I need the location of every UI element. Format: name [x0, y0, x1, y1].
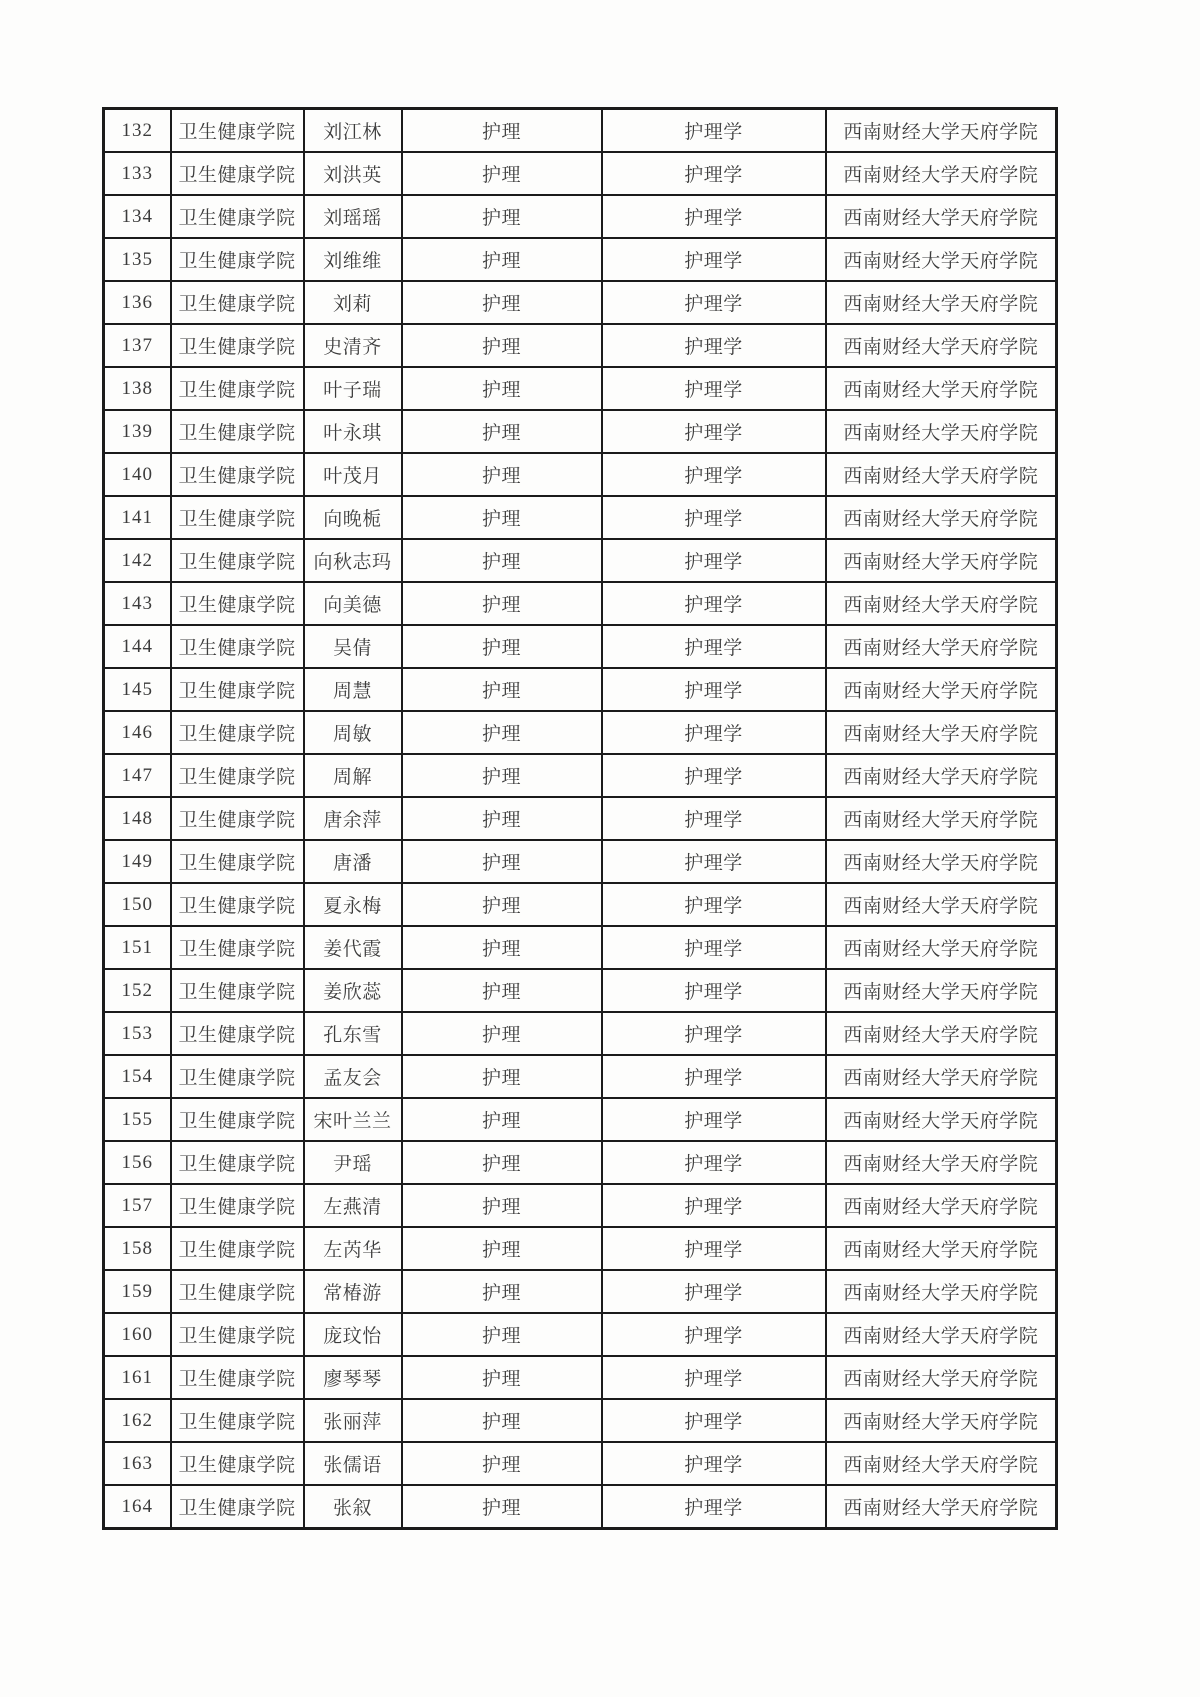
table-row	[104, 711, 1057, 754]
cell-major: 护理	[402, 152, 602, 195]
table-row	[104, 1485, 1057, 1529]
cell-discipline: 护理学	[602, 1485, 826, 1529]
cell-university: 西南财经大学天府学院	[826, 1399, 1057, 1442]
cell-name: 周慧	[304, 668, 402, 711]
table-row	[104, 324, 1057, 367]
cell-serial: 158	[104, 1227, 171, 1270]
cell-major: 护理	[402, 109, 602, 153]
cell-college: 卫生健康学院	[171, 1399, 304, 1442]
cell-college: 卫生健康学院	[171, 969, 304, 1012]
cell-name: 叶永琪	[304, 410, 402, 453]
cell-name: 张丽萍	[304, 1399, 402, 1442]
cell-university: 西南财经大学天府学院	[826, 195, 1057, 238]
cell-serial: 135	[104, 238, 171, 281]
cell-discipline: 护理学	[602, 1356, 826, 1399]
cell-name: 叶子瑞	[304, 367, 402, 410]
cell-discipline: 护理学	[602, 195, 826, 238]
cell-serial: 143	[104, 582, 171, 625]
cell-university: 西南财经大学天府学院	[826, 1055, 1057, 1098]
table-row	[104, 1356, 1057, 1399]
cell-university: 西南财经大学天府学院	[826, 1356, 1057, 1399]
cell-name: 孔东雪	[304, 1012, 402, 1055]
cell-university: 西南财经大学天府学院	[826, 1141, 1057, 1184]
cell-college: 卫生健康学院	[171, 1227, 304, 1270]
cell-college: 卫生健康学院	[171, 1055, 304, 1098]
table-row	[104, 883, 1057, 926]
cell-name: 夏永梅	[304, 883, 402, 926]
cell-serial: 154	[104, 1055, 171, 1098]
cell-university: 西南财经大学天府学院	[826, 453, 1057, 496]
cell-college: 卫生健康学院	[171, 195, 304, 238]
cell-serial: 157	[104, 1184, 171, 1227]
table-row	[104, 539, 1057, 582]
cell-college: 卫生健康学院	[171, 1356, 304, 1399]
cell-major: 护理	[402, 582, 602, 625]
cell-major: 护理	[402, 1055, 602, 1098]
cell-major: 护理	[402, 1270, 602, 1313]
cell-name: 孟友会	[304, 1055, 402, 1098]
cell-serial: 136	[104, 281, 171, 324]
cell-serial: 141	[104, 496, 171, 539]
cell-university: 西南财经大学天府学院	[826, 668, 1057, 711]
table-row	[104, 668, 1057, 711]
cell-university: 西南财经大学天府学院	[826, 797, 1057, 840]
cell-name: 廖琴琴	[304, 1356, 402, 1399]
cell-name: 向美德	[304, 582, 402, 625]
cell-college: 卫生健康学院	[171, 453, 304, 496]
cell-major: 护理	[402, 1313, 602, 1356]
cell-major: 护理	[402, 1184, 602, 1227]
cell-name: 吴倩	[304, 625, 402, 668]
cell-major: 护理	[402, 969, 602, 1012]
cell-discipline: 护理学	[602, 625, 826, 668]
cell-serial: 156	[104, 1141, 171, 1184]
cell-college: 卫生健康学院	[171, 324, 304, 367]
cell-college: 卫生健康学院	[171, 1098, 304, 1141]
table-row	[104, 1098, 1057, 1141]
cell-college: 卫生健康学院	[171, 539, 304, 582]
cell-college: 卫生健康学院	[171, 797, 304, 840]
cell-discipline: 护理学	[602, 969, 826, 1012]
cell-major: 护理	[402, 238, 602, 281]
table-row	[104, 969, 1057, 1012]
cell-university: 西南财经大学天府学院	[826, 625, 1057, 668]
cell-discipline: 护理学	[602, 668, 826, 711]
cell-serial: 140	[104, 453, 171, 496]
cell-university: 西南财经大学天府学院	[826, 840, 1057, 883]
cell-college: 卫生健康学院	[171, 238, 304, 281]
cell-name: 左芮华	[304, 1227, 402, 1270]
cell-college: 卫生健康学院	[171, 109, 304, 153]
cell-name: 常椿游	[304, 1270, 402, 1313]
cell-college: 卫生健康学院	[171, 754, 304, 797]
table-row	[104, 238, 1057, 281]
cell-university: 西南财经大学天府学院	[826, 1442, 1057, 1485]
table-row	[104, 195, 1057, 238]
cell-university: 西南财经大学天府学院	[826, 1098, 1057, 1141]
cell-serial: 134	[104, 195, 171, 238]
cell-university: 西南财经大学天府学院	[826, 238, 1057, 281]
cell-name: 叶茂月	[304, 453, 402, 496]
cell-major: 护理	[402, 797, 602, 840]
cell-major: 护理	[402, 1356, 602, 1399]
cell-name: 周解	[304, 754, 402, 797]
cell-university: 西南财经大学天府学院	[826, 1184, 1057, 1227]
cell-college: 卫生健康学院	[171, 625, 304, 668]
cell-discipline: 护理学	[602, 582, 826, 625]
cell-serial: 151	[104, 926, 171, 969]
cell-university: 西南财经大学天府学院	[826, 969, 1057, 1012]
cell-name: 唐余萍	[304, 797, 402, 840]
table-row	[104, 1270, 1057, 1313]
cell-serial: 148	[104, 797, 171, 840]
table-row	[104, 410, 1057, 453]
cell-discipline: 护理学	[602, 152, 826, 195]
cell-serial: 159	[104, 1270, 171, 1313]
cell-discipline: 护理学	[602, 453, 826, 496]
cell-discipline: 护理学	[602, 1012, 826, 1055]
cell-discipline: 护理学	[602, 410, 826, 453]
cell-name: 向晚栀	[304, 496, 402, 539]
cell-name: 尹瑶	[304, 1141, 402, 1184]
cell-serial: 133	[104, 152, 171, 195]
cell-university: 西南财经大学天府学院	[826, 1270, 1057, 1313]
table-row	[104, 1442, 1057, 1485]
cell-college: 卫生健康学院	[171, 582, 304, 625]
table-row	[104, 926, 1057, 969]
cell-university: 西南财经大学天府学院	[826, 1313, 1057, 1356]
cell-major: 护理	[402, 1442, 602, 1485]
cell-college: 卫生健康学院	[171, 840, 304, 883]
cell-college: 卫生健康学院	[171, 281, 304, 324]
table-row	[104, 496, 1057, 539]
cell-discipline: 护理学	[602, 324, 826, 367]
cell-discipline: 护理学	[602, 1313, 826, 1356]
cell-serial: 132	[104, 109, 171, 153]
table-row	[104, 1184, 1057, 1227]
cell-university: 西南财经大学天府学院	[826, 926, 1057, 969]
table-row	[104, 840, 1057, 883]
cell-college: 卫生健康学院	[171, 668, 304, 711]
cell-university: 西南财经大学天府学院	[826, 1012, 1057, 1055]
cell-major: 护理	[402, 668, 602, 711]
cell-university: 西南财经大学天府学院	[826, 754, 1057, 797]
cell-serial: 147	[104, 754, 171, 797]
cell-name: 左燕清	[304, 1184, 402, 1227]
cell-name: 刘莉	[304, 281, 402, 324]
cell-university: 西南财经大学天府学院	[826, 1227, 1057, 1270]
cell-discipline: 护理学	[602, 754, 826, 797]
cell-discipline: 护理学	[602, 840, 826, 883]
cell-serial: 163	[104, 1442, 171, 1485]
table-row	[104, 1055, 1057, 1098]
cell-major: 护理	[402, 367, 602, 410]
table-row	[104, 1399, 1057, 1442]
table-row	[104, 582, 1057, 625]
cell-college: 卫生健康学院	[171, 1313, 304, 1356]
cell-college: 卫生健康学院	[171, 367, 304, 410]
cell-university: 西南财经大学天府学院	[826, 1485, 1057, 1529]
cell-major: 护理	[402, 1098, 602, 1141]
cell-name: 史清齐	[304, 324, 402, 367]
cell-college: 卫生健康学院	[171, 1270, 304, 1313]
roster-table-body	[104, 109, 1057, 1529]
table-row	[104, 1141, 1057, 1184]
cell-major: 护理	[402, 883, 602, 926]
cell-university: 西南财经大学天府学院	[826, 410, 1057, 453]
cell-major: 护理	[402, 410, 602, 453]
cell-major: 护理	[402, 926, 602, 969]
cell-college: 卫生健康学院	[171, 1485, 304, 1529]
cell-major: 护理	[402, 754, 602, 797]
cell-name: 刘瑶瑶	[304, 195, 402, 238]
cell-discipline: 护理学	[602, 1399, 826, 1442]
cell-discipline: 护理学	[602, 1098, 826, 1141]
cell-major: 护理	[402, 1012, 602, 1055]
roster-table	[102, 107, 1058, 1530]
cell-serial: 144	[104, 625, 171, 668]
cell-major: 护理	[402, 453, 602, 496]
cell-discipline: 护理学	[602, 926, 826, 969]
cell-college: 卫生健康学院	[171, 152, 304, 195]
cell-major: 护理	[402, 1485, 602, 1529]
table-row	[104, 625, 1057, 668]
cell-university: 西南财经大学天府学院	[826, 281, 1057, 324]
cell-serial: 152	[104, 969, 171, 1012]
cell-serial: 155	[104, 1098, 171, 1141]
cell-college: 卫生健康学院	[171, 1442, 304, 1485]
cell-discipline: 护理学	[602, 1055, 826, 1098]
cell-college: 卫生健康学院	[171, 1141, 304, 1184]
cell-discipline: 护理学	[602, 367, 826, 410]
cell-name: 刘维维	[304, 238, 402, 281]
cell-major: 护理	[402, 840, 602, 883]
cell-university: 西南财经大学天府学院	[826, 496, 1057, 539]
cell-discipline: 护理学	[602, 1442, 826, 1485]
cell-serial: 161	[104, 1356, 171, 1399]
cell-name: 唐潘	[304, 840, 402, 883]
cell-serial: 160	[104, 1313, 171, 1356]
cell-serial: 139	[104, 410, 171, 453]
cell-major: 护理	[402, 1141, 602, 1184]
cell-discipline: 护理学	[602, 539, 826, 582]
table-row	[104, 281, 1057, 324]
cell-college: 卫生健康学院	[171, 883, 304, 926]
table-row	[104, 152, 1057, 195]
table-row	[104, 797, 1057, 840]
cell-college: 卫生健康学院	[171, 1012, 304, 1055]
cell-discipline: 护理学	[602, 1141, 826, 1184]
cell-college: 卫生健康学院	[171, 926, 304, 969]
cell-discipline: 护理学	[602, 711, 826, 754]
cell-discipline: 护理学	[602, 1227, 826, 1270]
cell-serial: 145	[104, 668, 171, 711]
table-row	[104, 1313, 1057, 1356]
cell-university: 西南财经大学天府学院	[826, 539, 1057, 582]
cell-serial: 149	[104, 840, 171, 883]
cell-major: 护理	[402, 711, 602, 754]
cell-serial: 150	[104, 883, 171, 926]
cell-discipline: 护理学	[602, 281, 826, 324]
cell-discipline: 护理学	[602, 1270, 826, 1313]
cell-college: 卫生健康学院	[171, 496, 304, 539]
cell-university: 西南财经大学天府学院	[826, 324, 1057, 367]
cell-name: 刘洪英	[304, 152, 402, 195]
cell-name: 姜欣蕊	[304, 969, 402, 1012]
cell-name: 张儒语	[304, 1442, 402, 1485]
cell-name: 姜代霞	[304, 926, 402, 969]
cell-discipline: 护理学	[602, 496, 826, 539]
cell-college: 卫生健康学院	[171, 711, 304, 754]
cell-name: 周敏	[304, 711, 402, 754]
cell-university: 西南财经大学天府学院	[826, 109, 1057, 153]
table-row	[104, 754, 1057, 797]
cell-name: 刘江林	[304, 109, 402, 153]
table-row	[104, 1227, 1057, 1270]
cell-major: 护理	[402, 496, 602, 539]
cell-college: 卫生健康学院	[171, 1184, 304, 1227]
cell-college: 卫生健康学院	[171, 410, 304, 453]
cell-name: 庞玟怡	[304, 1313, 402, 1356]
cell-serial: 153	[104, 1012, 171, 1055]
cell-major: 护理	[402, 625, 602, 668]
cell-discipline: 护理学	[602, 797, 826, 840]
cell-serial: 138	[104, 367, 171, 410]
cell-university: 西南财经大学天府学院	[826, 711, 1057, 754]
cell-serial: 142	[104, 539, 171, 582]
table-row	[104, 109, 1057, 153]
cell-serial: 146	[104, 711, 171, 754]
cell-major: 护理	[402, 1227, 602, 1270]
cell-major: 护理	[402, 324, 602, 367]
cell-discipline: 护理学	[602, 238, 826, 281]
cell-discipline: 护理学	[602, 883, 826, 926]
cell-university: 西南财经大学天府学院	[826, 883, 1057, 926]
cell-serial: 162	[104, 1399, 171, 1442]
cell-name: 向秋志玛	[304, 539, 402, 582]
table-row	[104, 1012, 1057, 1055]
cell-name: 张叙	[304, 1485, 402, 1529]
table-row	[104, 453, 1057, 496]
cell-major: 护理	[402, 281, 602, 324]
cell-serial: 137	[104, 324, 171, 367]
cell-major: 护理	[402, 195, 602, 238]
cell-name: 宋叶兰兰	[304, 1098, 402, 1141]
cell-serial: 164	[104, 1485, 171, 1529]
cell-major: 护理	[402, 539, 602, 582]
cell-university: 西南财经大学天府学院	[826, 367, 1057, 410]
cell-discipline: 护理学	[602, 1184, 826, 1227]
cell-university: 西南财经大学天府学院	[826, 582, 1057, 625]
cell-university: 西南财经大学天府学院	[826, 152, 1057, 195]
table-row	[104, 367, 1057, 410]
cell-discipline: 护理学	[602, 109, 826, 153]
cell-major: 护理	[402, 1399, 602, 1442]
